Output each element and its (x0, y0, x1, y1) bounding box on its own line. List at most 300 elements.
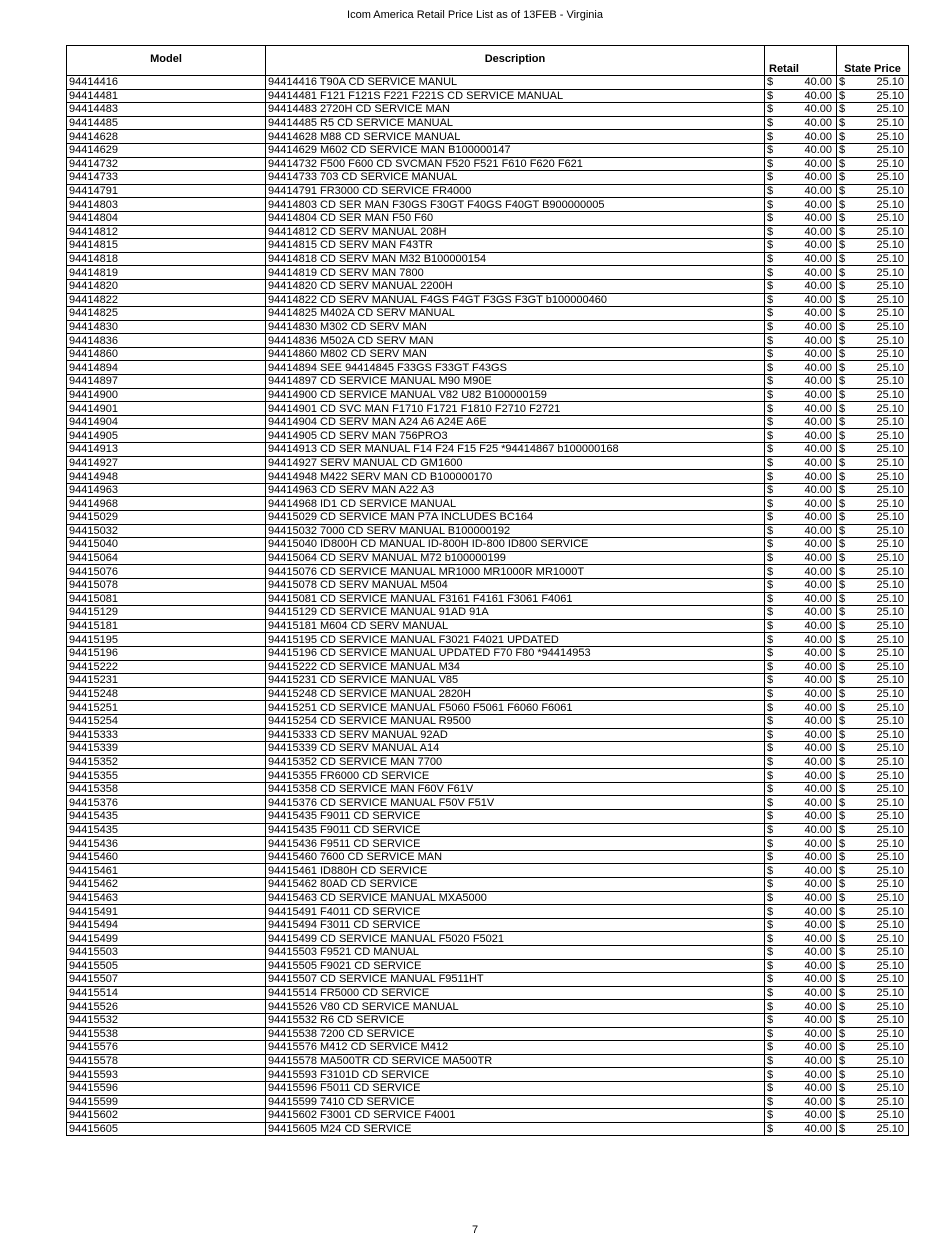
currency-symbol: $ (839, 837, 846, 850)
price-amount: 25.10 (876, 443, 904, 456)
price-amount: 25.10 (876, 402, 904, 415)
cell-state-price (837, 143, 909, 157)
cell-description: 94414894 SEE 94414845 F33GS F33GT F43GS (266, 361, 765, 375)
cell-state-price (837, 1013, 909, 1027)
currency-symbol: $ (767, 293, 774, 306)
cell-retail (765, 1122, 837, 1136)
cell-description: 94414416 T90A CD SERVICE MANUL (266, 76, 765, 90)
cell-description: 94414732 F500 F600 CD SVCMAN F520 F521 F610 F620 F621 (266, 157, 765, 171)
price-amount: 25.10 (876, 592, 904, 605)
cell-model: 94415435 (67, 810, 266, 824)
cell-description: 94415491 F4011 CD SERVICE (266, 905, 765, 919)
price-amount: 25.10 (876, 212, 904, 225)
table-row (67, 918, 909, 932)
cell-retail (765, 279, 837, 293)
price-amount: 25.10 (876, 538, 904, 551)
currency-symbol: $ (767, 565, 774, 578)
cell-retail (765, 850, 837, 864)
currency-symbol: $ (839, 1095, 846, 1108)
currency-symbol: $ (767, 497, 774, 510)
cell-description: 94415222 CD SERVICE MANUAL M34 (266, 660, 765, 674)
currency-symbol: $ (767, 538, 774, 551)
currency-symbol: $ (767, 1014, 774, 1027)
currency-symbol: $ (767, 253, 774, 266)
table-row (67, 239, 909, 253)
cell-description: 94415358 CD SERVICE MAN F60V F61V (266, 782, 765, 796)
table-row (67, 252, 909, 266)
cell-state-price (837, 687, 909, 701)
table-row (67, 1027, 909, 1041)
table-row (67, 742, 909, 756)
currency-symbol: $ (839, 253, 846, 266)
cell-model: 94414483 (67, 103, 266, 117)
table-row (67, 130, 909, 144)
price-amount: 40.00 (804, 1082, 832, 1095)
cell-retail (765, 633, 837, 647)
table-row (67, 524, 909, 538)
cell-description: 94415576 M412 CD SERVICE M412 (266, 1041, 765, 1055)
cell-description: 94415333 CD SERV MANUAL 92AD (266, 728, 765, 742)
cell-description: 94415593 F3101D CD SERVICE (266, 1068, 765, 1082)
currency-symbol: $ (767, 1000, 774, 1013)
column-header-retail: Retail (765, 46, 837, 76)
currency-symbol: $ (767, 266, 774, 279)
table-row (67, 701, 909, 715)
table-row (67, 293, 909, 307)
price-amount: 25.10 (876, 361, 904, 374)
cell-retail (765, 905, 837, 919)
cell-retail (765, 497, 837, 511)
cell-description: 94415499 CD SERVICE MANUAL F5020 F5021 (266, 932, 765, 946)
cell-model: 94415526 (67, 1000, 266, 1014)
cell-description: 94414791 FR3000 CD SERVICE FR4000 (266, 184, 765, 198)
currency-symbol: $ (839, 796, 846, 809)
table-row (67, 565, 909, 579)
cell-state-price (837, 714, 909, 728)
currency-symbol: $ (839, 864, 846, 877)
table-row (67, 347, 909, 361)
price-amount: 40.00 (804, 334, 832, 347)
cell-state-price (837, 116, 909, 130)
cell-retail (765, 266, 837, 280)
cell-retail (765, 1068, 837, 1082)
currency-symbol: $ (767, 728, 774, 741)
currency-symbol: $ (839, 674, 846, 687)
table-row (67, 334, 909, 348)
price-amount: 40.00 (804, 592, 832, 605)
price-amount: 40.00 (804, 606, 832, 619)
table-row (67, 1000, 909, 1014)
currency-symbol: $ (839, 103, 846, 116)
cell-description: 94415076 CD SERVICE MANUAL MR1000 MR1000R MR1000T (266, 565, 765, 579)
cell-retail (765, 402, 837, 416)
cell-state-price (837, 973, 909, 987)
price-amount: 40.00 (804, 117, 832, 130)
table-row (67, 1095, 909, 1109)
price-amount: 25.10 (876, 796, 904, 809)
currency-symbol: $ (839, 715, 846, 728)
cell-model: 94414860 (67, 347, 266, 361)
cell-model: 94414485 (67, 116, 266, 130)
price-amount: 25.10 (876, 579, 904, 592)
cell-retail (765, 375, 837, 389)
currency-symbol: $ (839, 144, 846, 157)
cell-retail (765, 1013, 837, 1027)
currency-symbol: $ (767, 511, 774, 524)
currency-symbol: $ (767, 742, 774, 755)
cell-description: 94415078 CD SERV MANUAL M504 (266, 578, 765, 592)
table-row (67, 143, 909, 157)
cell-state-price (837, 1122, 909, 1136)
cell-retail (765, 361, 837, 375)
cell-state-price (837, 524, 909, 538)
cell-state-price (837, 742, 909, 756)
cell-retail (765, 143, 837, 157)
cell-state-price (837, 171, 909, 185)
cell-description: 94415526 V80 CD SERVICE MANUAL (266, 1000, 765, 1014)
cell-model: 94415081 (67, 592, 266, 606)
currency-symbol: $ (767, 76, 774, 89)
cell-model: 94414894 (67, 361, 266, 375)
cell-model: 94415064 (67, 551, 266, 565)
cell-retail (765, 388, 837, 402)
cell-model: 94415333 (67, 728, 266, 742)
price-amount: 40.00 (804, 932, 832, 945)
cell-description: 94415578 MA500TR CD SERVICE MA500TR (266, 1054, 765, 1068)
price-amount: 40.00 (804, 674, 832, 687)
cell-model: 94414901 (67, 402, 266, 416)
cell-retail (765, 307, 837, 321)
currency-symbol: $ (767, 823, 774, 836)
cell-model: 94414830 (67, 320, 266, 334)
cell-description: 94415081 CD SERVICE MANUAL F3161 F4161 F3061 F4061 (266, 592, 765, 606)
cell-state-price (837, 266, 909, 280)
cell-model: 94415355 (67, 769, 266, 783)
cell-description: 94415435 F9011 CD SERVICE (266, 810, 765, 824)
currency-symbol: $ (839, 606, 846, 619)
table-row (67, 375, 909, 389)
currency-symbol: $ (839, 946, 846, 959)
cell-description: 94414733 703 CD SERVICE MANUAL (266, 171, 765, 185)
cell-retail (765, 456, 837, 470)
cell-description: 94415599 7410 CD SERVICE (266, 1095, 765, 1109)
cell-retail (765, 511, 837, 525)
price-amount: 25.10 (876, 620, 904, 633)
cell-state-price (837, 279, 909, 293)
table-row (67, 1068, 909, 1082)
currency-symbol: $ (839, 280, 846, 293)
cell-state-price (837, 986, 909, 1000)
price-amount: 25.10 (876, 225, 904, 238)
price-amount: 25.10 (876, 783, 904, 796)
currency-symbol: $ (839, 497, 846, 510)
price-amount: 40.00 (804, 783, 832, 796)
cell-description: 94414815 CD SERV MAN F43TR (266, 239, 765, 253)
price-amount: 25.10 (876, 1109, 904, 1122)
price-amount: 40.00 (804, 470, 832, 483)
cell-retail (765, 239, 837, 253)
cell-retail (765, 864, 837, 878)
cell-retail (765, 1041, 837, 1055)
cell-description: 94415462 80AD CD SERVICE (266, 878, 765, 892)
cell-retail (765, 252, 837, 266)
cell-description: 94415196 CD SERVICE MANUAL UPDATED F70 F80 *94414953 (266, 646, 765, 660)
cell-retail (765, 470, 837, 484)
price-amount: 40.00 (804, 253, 832, 266)
currency-symbol: $ (839, 592, 846, 605)
cell-state-price (837, 1068, 909, 1082)
cell-state-price (837, 891, 909, 905)
price-amount: 25.10 (876, 130, 904, 143)
currency-symbol: $ (767, 185, 774, 198)
cell-state-price (837, 211, 909, 225)
table-row (67, 470, 909, 484)
table-row (67, 823, 909, 837)
price-amount: 25.10 (876, 606, 904, 619)
cell-retail (765, 1000, 837, 1014)
cell-model: 94414897 (67, 375, 266, 389)
price-amount: 25.10 (876, 1068, 904, 1081)
cell-model: 94415596 (67, 1081, 266, 1095)
cell-description: 94414904 CD SERV MAN A24 A6 A24E A6E (266, 415, 765, 429)
price-amount: 40.00 (804, 266, 832, 279)
cell-model: 94415505 (67, 959, 266, 973)
price-amount: 25.10 (876, 647, 904, 660)
cell-state-price (837, 946, 909, 960)
cell-retail (765, 524, 837, 538)
currency-symbol: $ (839, 334, 846, 347)
price-amount: 25.10 (876, 959, 904, 972)
currency-symbol: $ (839, 552, 846, 565)
cell-description: 94415195 CD SERVICE MANUAL F3021 F4021 UPDATED (266, 633, 765, 647)
cell-model: 94415578 (67, 1054, 266, 1068)
cell-state-price (837, 918, 909, 932)
cell-description: 94414948 M422 SERV MAN CD B100000170 (266, 470, 765, 484)
cell-description: 94414860 M802 CD SERV MAN (266, 347, 765, 361)
table-row (67, 646, 909, 660)
currency-symbol: $ (767, 647, 774, 660)
currency-symbol: $ (839, 783, 846, 796)
cell-model: 94415463 (67, 891, 266, 905)
price-amount: 25.10 (876, 1095, 904, 1108)
currency-symbol: $ (839, 470, 846, 483)
cell-description: 94415503 F9521 CD MANUAL (266, 946, 765, 960)
cell-model: 94414818 (67, 252, 266, 266)
price-amount: 25.10 (876, 89, 904, 102)
table-row (67, 497, 909, 511)
currency-symbol: $ (767, 157, 774, 170)
page-title: Icom America Retail Price List as of 13FEB - Virginia (347, 9, 603, 21)
cell-model: 94414815 (67, 239, 266, 253)
cell-model: 94414904 (67, 415, 266, 429)
cell-description: 94415514 FR5000 CD SERVICE (266, 986, 765, 1000)
cell-state-price (837, 701, 909, 715)
price-amount: 25.10 (876, 742, 904, 755)
table-row (67, 633, 909, 647)
price-amount: 25.10 (876, 919, 904, 932)
price-amount: 40.00 (804, 402, 832, 415)
cell-state-price (837, 388, 909, 402)
table-row (67, 320, 909, 334)
price-amount: 40.00 (804, 864, 832, 877)
cell-description: 94415064 CD SERV MANUAL M72 b100000199 (266, 551, 765, 565)
currency-symbol: $ (767, 783, 774, 796)
cell-state-price (837, 157, 909, 171)
cell-model: 94415196 (67, 646, 266, 660)
cell-state-price (837, 932, 909, 946)
currency-symbol: $ (839, 456, 846, 469)
currency-symbol: $ (839, 755, 846, 768)
cell-model: 94415231 (67, 674, 266, 688)
price-amount: 40.00 (804, 307, 832, 320)
cell-retail (765, 334, 837, 348)
table-row (67, 76, 909, 90)
currency-symbol: $ (767, 402, 774, 415)
cell-model: 94414913 (67, 443, 266, 457)
cell-model: 94414803 (67, 198, 266, 212)
table-row (67, 1013, 909, 1027)
currency-symbol: $ (839, 511, 846, 524)
table-row (67, 932, 909, 946)
cell-state-price (837, 1041, 909, 1055)
table-row (67, 959, 909, 973)
cell-model: 94415254 (67, 714, 266, 728)
cell-model: 94415605 (67, 1122, 266, 1136)
currency-symbol: $ (839, 742, 846, 755)
price-amount: 25.10 (876, 728, 904, 741)
currency-symbol: $ (839, 76, 846, 89)
price-amount: 40.00 (804, 701, 832, 714)
currency-symbol: $ (767, 130, 774, 143)
currency-symbol: $ (767, 864, 774, 877)
table-row (67, 728, 909, 742)
price-amount: 25.10 (876, 932, 904, 945)
cell-retail (765, 429, 837, 443)
currency-symbol: $ (839, 688, 846, 701)
price-amount: 25.10 (876, 973, 904, 986)
price-amount: 25.10 (876, 293, 904, 306)
price-amount: 25.10 (876, 429, 904, 442)
currency-symbol: $ (839, 402, 846, 415)
price-amount: 25.10 (876, 987, 904, 1000)
price-amount: 25.10 (876, 456, 904, 469)
cell-retail (765, 565, 837, 579)
table-header-row (67, 46, 909, 76)
cell-retail (765, 701, 837, 715)
currency-symbol: $ (839, 701, 846, 714)
currency-symbol: $ (767, 701, 774, 714)
table-row (67, 796, 909, 810)
price-amount: 25.10 (876, 103, 904, 116)
price-amount: 40.00 (804, 1095, 832, 1108)
currency-symbol: $ (839, 388, 846, 401)
table-row (67, 687, 909, 701)
currency-symbol: $ (767, 470, 774, 483)
cell-retail (765, 347, 837, 361)
currency-symbol: $ (767, 307, 774, 320)
currency-symbol: $ (767, 89, 774, 102)
table-row (67, 810, 909, 824)
table-row (67, 538, 909, 552)
cell-state-price (837, 1027, 909, 1041)
cell-model: 94415181 (67, 619, 266, 633)
price-amount: 25.10 (876, 552, 904, 565)
currency-symbol: $ (839, 1123, 846, 1136)
cell-retail (765, 415, 837, 429)
price-amount: 40.00 (804, 538, 832, 551)
price-amount: 40.00 (804, 715, 832, 728)
cell-model: 94414820 (67, 279, 266, 293)
cell-state-price (837, 402, 909, 416)
currency-symbol: $ (839, 429, 846, 442)
price-amount: 40.00 (804, 647, 832, 660)
cell-description: 94414825 M402A CD SERV MANUAL (266, 307, 765, 321)
cell-retail (765, 116, 837, 130)
cell-model: 94415460 (67, 850, 266, 864)
cell-description: 94414819 CD SERV MAN 7800 (266, 266, 765, 280)
price-amount: 25.10 (876, 837, 904, 850)
price-amount: 40.00 (804, 375, 832, 388)
currency-symbol: $ (839, 185, 846, 198)
price-amount: 40.00 (804, 456, 832, 469)
currency-symbol: $ (767, 552, 774, 565)
currency-symbol: $ (839, 919, 846, 932)
price-amount: 25.10 (876, 171, 904, 184)
price-amount: 25.10 (876, 144, 904, 157)
currency-symbol: $ (839, 823, 846, 836)
cell-model: 94415339 (67, 742, 266, 756)
currency-symbol: $ (839, 416, 846, 429)
currency-symbol: $ (767, 198, 774, 211)
cell-model: 94415436 (67, 837, 266, 851)
cell-model: 94415251 (67, 701, 266, 715)
price-amount: 25.10 (876, 701, 904, 714)
cell-model: 94414732 (67, 157, 266, 171)
column-header-description: Description (266, 46, 765, 76)
cell-retail (765, 878, 837, 892)
currency-symbol: $ (839, 1082, 846, 1095)
price-amount: 25.10 (876, 76, 904, 89)
cell-description: 94414901 CD SVC MAN F1710 F1721 F1810 F2710 F2721 (266, 402, 765, 416)
table-row (67, 905, 909, 919)
price-list-table (66, 45, 909, 1136)
cell-state-price (837, 497, 909, 511)
currency-symbol: $ (767, 456, 774, 469)
price-amount: 25.10 (876, 266, 904, 279)
currency-symbol: $ (839, 538, 846, 551)
currency-symbol: $ (767, 443, 774, 456)
cell-model: 94415129 (67, 606, 266, 620)
cell-description: 94415435 F9011 CD SERVICE (266, 823, 765, 837)
cell-description: 94415602 F3001 CD SERVICE F4001 (266, 1109, 765, 1123)
currency-symbol: $ (767, 769, 774, 782)
currency-symbol: $ (839, 1055, 846, 1068)
currency-symbol: $ (839, 728, 846, 741)
price-amount: 40.00 (804, 919, 832, 932)
currency-symbol: $ (839, 307, 846, 320)
currency-symbol: $ (839, 320, 846, 333)
price-amount: 40.00 (804, 891, 832, 904)
cell-description: 94414913 CD SER MANUAL F14 F24 F15 F25 *94414867 b100000168 (266, 443, 765, 457)
cell-state-price (837, 606, 909, 620)
cell-state-price (837, 810, 909, 824)
table-row (67, 443, 909, 457)
cell-retail (765, 946, 837, 960)
currency-symbol: $ (767, 606, 774, 619)
table-row (67, 456, 909, 470)
price-amount: 25.10 (876, 1014, 904, 1027)
currency-symbol: $ (767, 715, 774, 728)
